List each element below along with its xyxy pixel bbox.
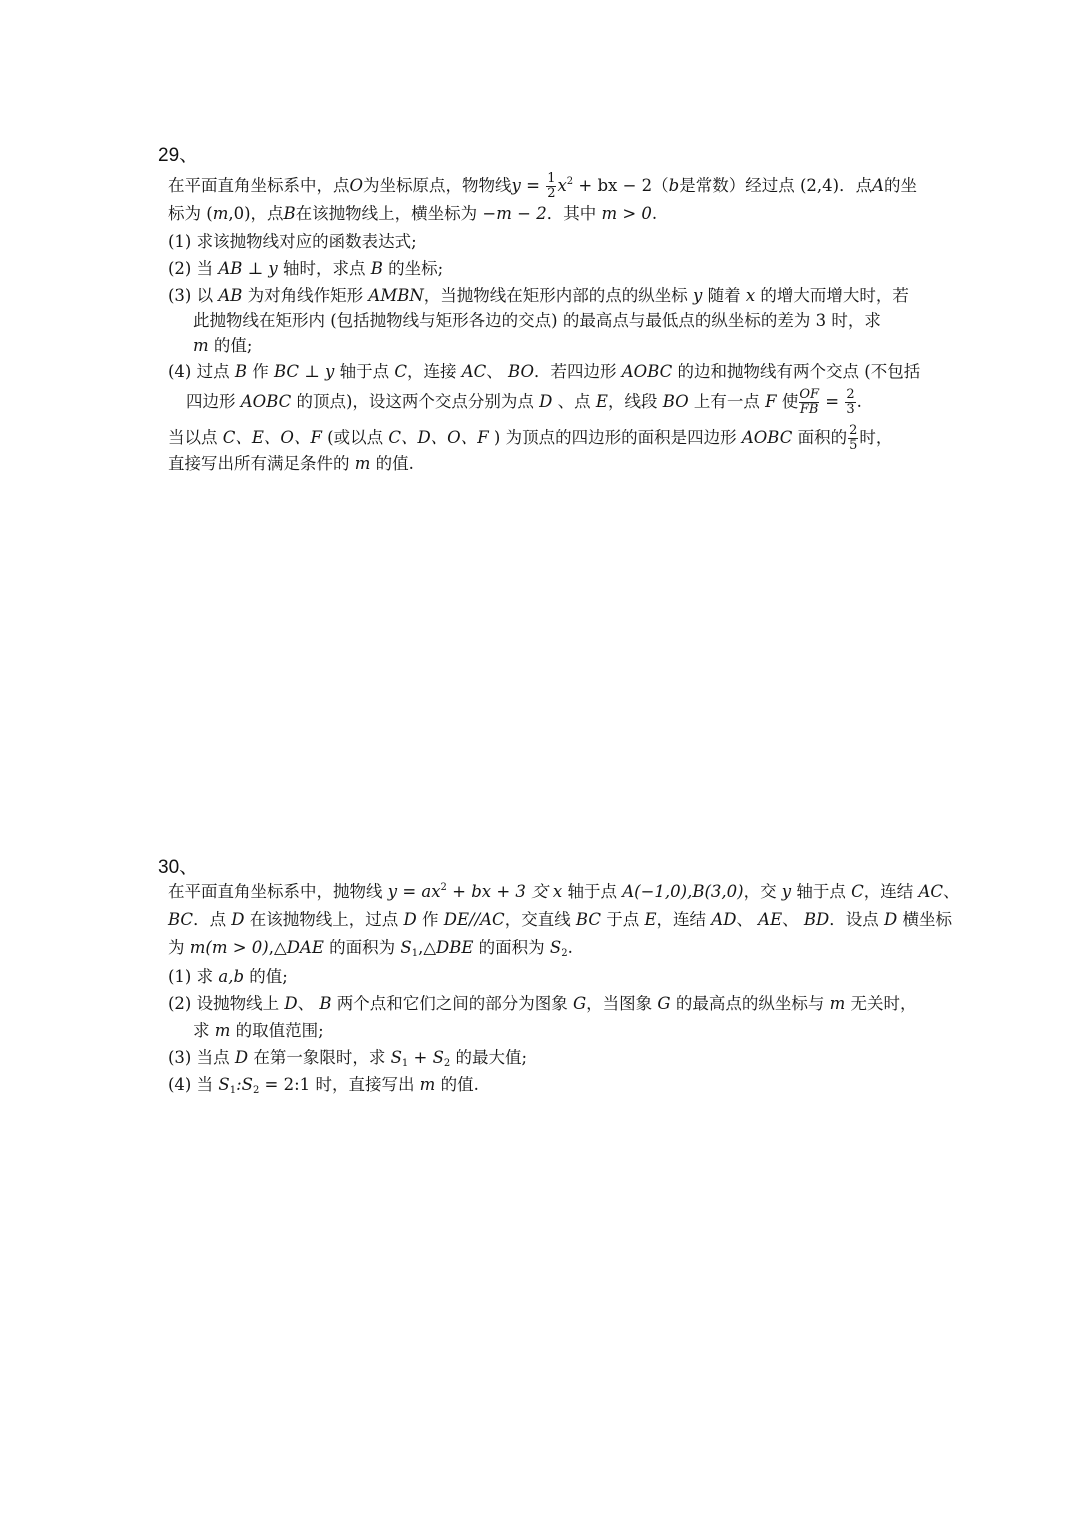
problem-29-question-2: (2) 当 AB ⊥ y 轴时，求点 B 的坐标; [168, 259, 444, 278]
problem-30-question-3: (3) 当点 D 在第一象限时，求 $S_1 + S_2$ 的最大值; [168, 1048, 528, 1069]
problem-30-intro-line-3: 为 m(m > 0),△DAE 的面积为 $S_1,\triangle DBE$ 的面积为 $S_2$. [168, 938, 573, 959]
problem-30-intro-line-2: BC．点 D 在该抛物线上，过点 D 作 DE//AC，交直线 BC 于点 E，连结 AD、 AE、 BD．设点 D 横坐标 [168, 910, 952, 929]
problem-30-question-4: (4) 当 $S_1:S_2$ = 2:1 时，直接写出 m 的值. [168, 1075, 479, 1096]
problem-29-question-4-line-2: 四边形 AOBC 的顶点)，设这两个交点分别为点 D 、点 E，线段 BO 上有一点 F 使 $\frac{OF}{FB}$ = $\frac{2}{3}$ . [186, 387, 862, 417]
problem-29-question-3-line-1: (3) 以 AB 为对角线作矩形 AMBN，当抛物线在矩形内部的点的纵坐标 y 随着 x 的增大而增大时，若 [168, 286, 909, 305]
problem-30-question-2-line-1: (2) 设抛物线上 D、 B 两个点和它们之间的部分为图象 G，当图象 G 的最高点的纵坐标与 m 无关时， [168, 994, 917, 1013]
problem-29-question-3-line-3: m 的值; [193, 336, 253, 355]
problem-number: 30、 [158, 857, 199, 878]
problem-29-question-1: (1) 求该抛物线对应的函数表达式; [168, 232, 417, 251]
problem-30-question-2-line-2: 求 m 的取值范围; [193, 1021, 324, 1040]
problem-number: 29、 [158, 145, 199, 166]
fraction-one-half: $\frac{1}{2}$ [547, 171, 556, 201]
problem-30-question-1: (1) 求 a,b 的值; [168, 967, 288, 986]
problem-29-question-4-line-3: 当以点 C、E、O、F (或以点 C、D、O、F ) 为顶点的四边形的面积是四边形 AOBC 面积的 $\frac{2}{5}$ 时， [168, 423, 893, 453]
problem-29 [0, 0, 1080, 520]
problem-29-intro-line-2: 标为 (m,0)，点B在该抛物线上，横坐标为 −m − 2．其中 m > 0. [168, 204, 658, 223]
fraction-of-fb: $\frac{OF}{FB}$ [799, 387, 820, 417]
problem-30 [0, 840, 1080, 1120]
fraction-two-fifths: $\frac{2}{5}$ [849, 423, 858, 453]
problem-29-question-4-line-1: (4) 过点 B 作 BC ⊥ y 轴于点 C，连接 AC、 BO．若四边形 AOBC 的边和抛物线有两个交点 (不包括 [168, 362, 921, 381]
problem-29-intro-line-1: 在平面直角坐标系中，点O为坐标原点，物物线y = $\frac{1}{2}$ $x^2$ + bx − 2（b是常数）经过点 (2,4)．点A的坐 [168, 171, 918, 201]
problem-30-intro-line-1: 在平面直角坐标系中，抛物线 $y = ax^2$ + bx + 3 交 x 轴于点 A(−1,0),B(3,0)，交 y 轴于点 C，连结 AC、 [168, 882, 960, 901]
fraction-two-thirds: $\frac{2}{3}$ [846, 387, 855, 417]
problem-29-question-3-line-2: 此抛物线在矩形内 (包括抛物线与矩形各边的交点) 的最高点与最低点的纵坐标的差为 3 时，求 [193, 311, 881, 330]
problem-29-question-4-line-4: 直接写出所有满足条件的 m 的值. [168, 454, 414, 473]
